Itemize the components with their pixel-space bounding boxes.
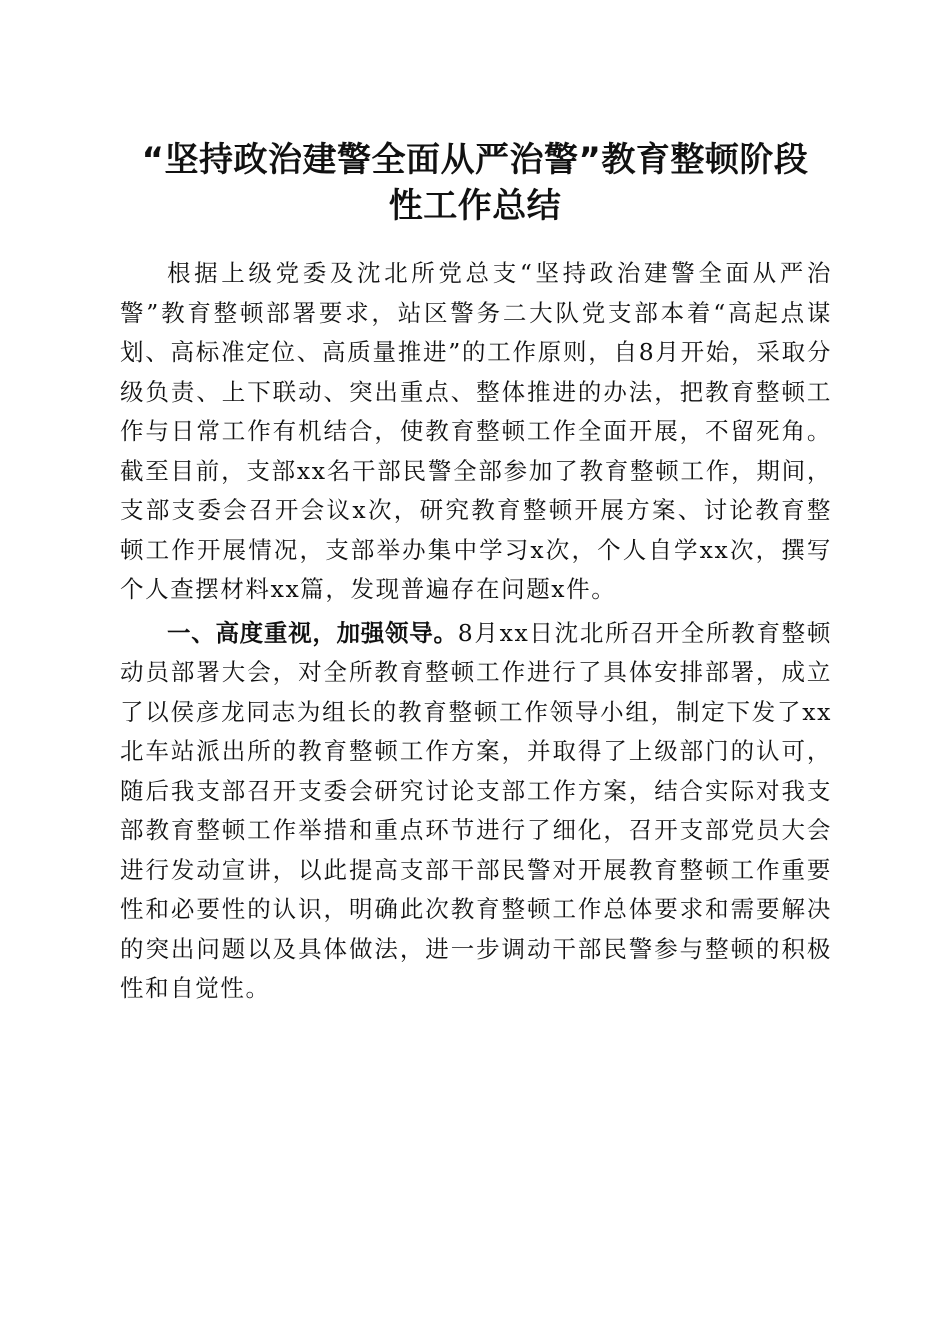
title-line-1: “坚持政治建警全面从严治警”教育整顿阶段 bbox=[141, 140, 809, 180]
section-1-paragraph bbox=[120, 614, 832, 1009]
title-line-2: 性工作总结 bbox=[388, 186, 562, 226]
intro-paragraph: 根据上级党委及沈北所党总支“坚持政治建警全面从严治警”教育整顿部署要求，站区警务二大队党支部本着“高起点谋划、高标准定位、高质量推进”的工作原则，自8月开始，采取分级负责、上下联动、突出重点、整体推进的办法，把教育整顿工作与日常工作有机结合，使教育整顿工作全面开展，不留死角。截至目前，支部xx名干部民警全部参加了教育整顿工作，期间，支部支委会召开会议x次，研究教育整顿开展方案、讨论教育整顿工作开展情况，支部举办集中学习x次，个人自学xx次，撰写个人查摆材料xx篇，发现普遍存在问题x件。 bbox=[120, 259, 832, 603]
document-body bbox=[120, 254, 832, 1009]
document-title bbox=[110, 137, 840, 229]
section-1-text: 8月xx日沈北所召开全所教育整顿动员部署大会，对全所教育整顿工作进行了具体安排部署，成立了以侯彦龙同志为组长的教育整顿工作领导小组，制定下发了xx北车站派出所的教育整顿工作方案，并取得了上级部门的认可，随后我支部召开支委会研究讨论支部工作方案，结合实际对我支部教育整顿工作举措和重点环节进行了细化，召开支部党员大会进行发动宣讲，以此提高支部干部民警对开展教育整顿工作重要性和必要性的认识，明确此次教育整顿工作总体要求和需要解决的突出问题以及具体做法，进一步调动干部民警参与整顿的积极性和自觉性。 bbox=[120, 618, 833, 1002]
section-1-heading: 一、高度重视，加强领导。 bbox=[167, 618, 458, 647]
